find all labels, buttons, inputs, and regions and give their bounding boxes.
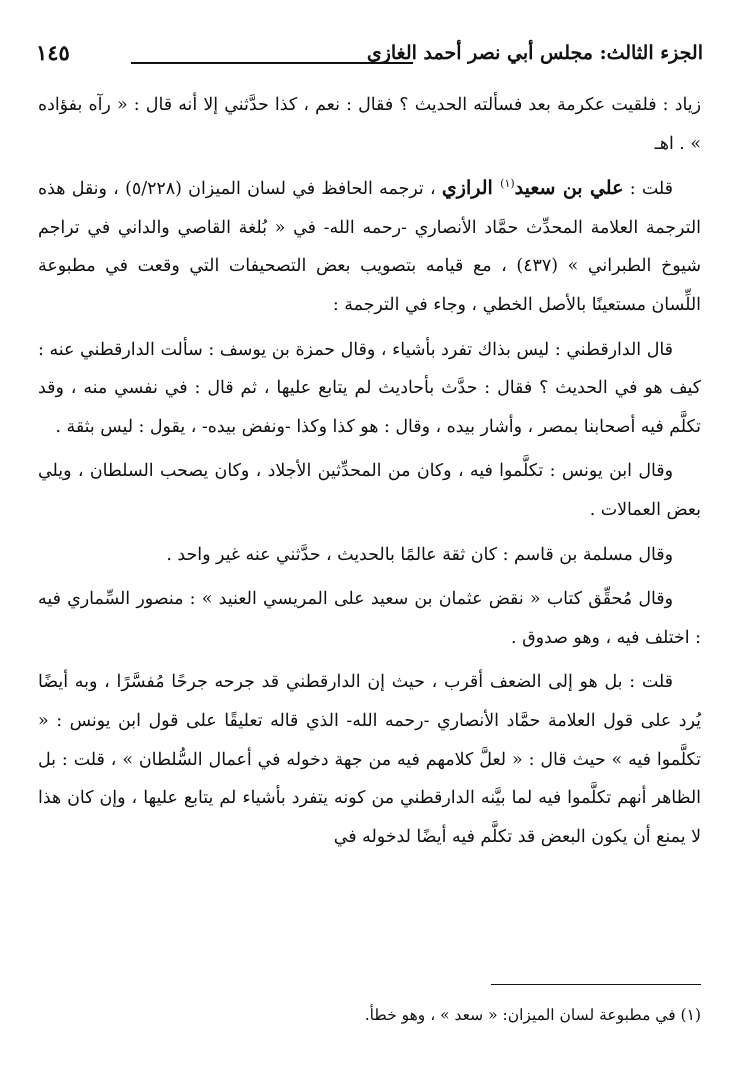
footnote: (١) في مطبوعة لسان الميزان: « سعد » ، وهو خطأ. — [364, 1006, 701, 1024]
page-number: ١٤٥ — [36, 40, 70, 65]
paragraph-3: قال الدارقطني : ليس بذاك تفرد بأشياء ، وقال حمزة بن يوسف : سألت الدارقطني عنه : كيف هو في الحديث ؟ فقال : حدَّث بأحاديث لم يتابع عليها ، ثم قال : في نفسي منه ، وقد تكلَّم فيه أصحابنا بمصر ، وأشار بيده ، وقال : هو كذا وكذا -ونفض بيده- ، يقول : ليس بثقة . — [38, 339, 701, 437]
narrator-nisba: الرازي — [441, 177, 501, 200]
paragraph-1: زياد : فلقيت عكرمة بعد فسألته الحديث ؟ فقال : نعم ، كذا حدَّثني إلا أنه قال : « رآه بفؤاده » . اهـ — [38, 95, 701, 154]
paragraph-2-lead: قلت : — [623, 179, 673, 200]
paragraph-7: قلت : بل هو إلى الضعف أقرب ، حيث إن الدارقطني قد جرحه جرحًا مُفسَّرًا ، وبه أيضًا يُرد على قول العلامة حمَّاد الأنصاري -رحمه الله- الذي قاله تعليقًا على قول ابن يونس : « تكلَّموا فيه » حيث قال : « لعلَّ كلامهم فيه من جهة دخوله في أعمال السُّلطان » ، قلت : بل الظاهر أنهم تكلَّموا فيه لما بيَّنه الدارقطني من كونه يتفرد بأشياء لم يتابع عليها ، وإن كان هذا لا يمنع أن يكون البعض قد تكلَّم فيه أيضًا لدخوله في — [38, 672, 701, 847]
paragraph-6: وقال مُحقِّق كتاب « نقض عثمان بن سعيد على المريسي العنيد » : منصور السِّماري فيه : اختلف فيه ، وهو صدوق . — [38, 589, 701, 648]
footnote-marker: (١) — [500, 177, 515, 191]
paragraph-2-rest: ، ترجمه الحافظ في لسان الميزان (٥/٢٢٨) ، ونقل هذه الترجمة العلامة المحدِّث حمَّاد الأنصاري -رحمه الله- في « بُلغة القاصي والداني في تراجم شيوخ الطبراني » (٤٣٧) ، مع قيامه بتصويب بعض التصحيفات التي وقعت في مطبوعة اللِّسان مستعينًا بالأصل الخطي ، وجاء في الترجمة : — [38, 179, 701, 315]
paragraph-2 — [38, 169, 701, 324]
main-text — [38, 86, 701, 856]
paragraph-4: وقال ابن يونس : تكلَّموا فيه ، وكان من المحدِّثين الأجلاد ، وكان يصحب السلطان ، ويلي بعض العمالات . — [38, 461, 701, 520]
running-header — [36, 38, 703, 74]
footnote-separator — [491, 984, 701, 985]
header-title: الجزء الثالث: مجلس أبي نصر أحمد الغازي — [366, 42, 703, 64]
header-rule — [131, 62, 413, 64]
narrator-name: علي بن سعيد — [514, 177, 624, 200]
paragraph-5: وقال مسلمة بن قاسم : كان ثقة عالمًا بالحديث ، حدَّثني عنه غير واحد . — [166, 544, 673, 565]
